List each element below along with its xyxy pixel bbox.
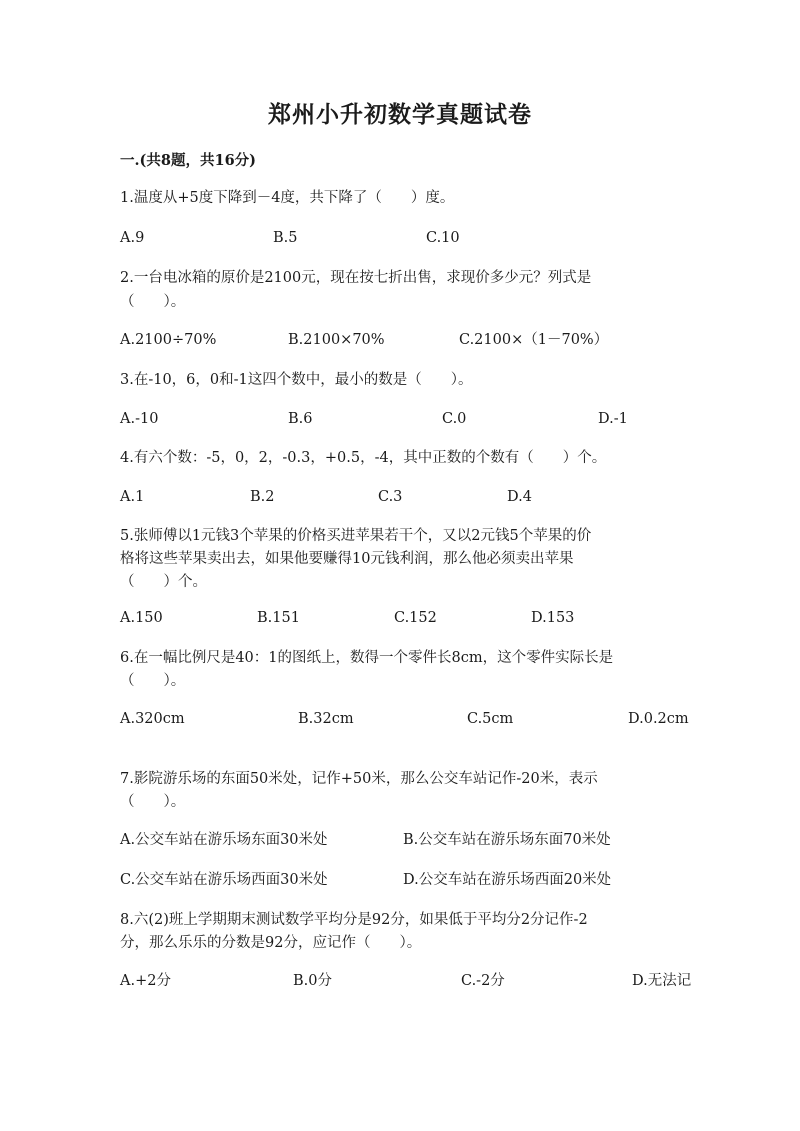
q7-option-b: B.公交车站在游乐场东面70米处	[403, 832, 611, 848]
q5-option-d: D.153	[531, 610, 575, 626]
q3-option-b: B.6	[288, 411, 313, 427]
question-7-line-2: （ ）。	[120, 794, 186, 810]
question-5-line-3: （ ）个。	[120, 574, 207, 590]
q4-option-a: A.1	[120, 489, 145, 505]
q6-option-d: D.0.2cm	[628, 711, 689, 727]
question-5-line-1: 5.张师傅以1元钱3个苹果的价格买进苹果若干个，又以2元钱5个苹果的价	[120, 528, 592, 544]
question-1: 1.温度从+5度下降到－4度，共下降了（ ）度。	[120, 190, 455, 206]
question-5-line-2: 格将这些苹果卖出去，如果他要赚得10元钱利润，那么他必须卖出苹果	[120, 551, 574, 567]
q3-option-d: D.-1	[598, 411, 628, 427]
q3-option-c: C.0	[442, 411, 467, 427]
q2-option-a: A.2100÷70%	[120, 332, 217, 348]
q6-option-a: A.320cm	[120, 711, 185, 727]
q3-option-a: A.-10	[120, 411, 159, 427]
q7-option-d: D.公交车站在游乐场西面20米处	[403, 872, 612, 888]
q1-option-b: B.5	[273, 230, 298, 246]
q4-option-d: D.4	[507, 489, 532, 505]
q6-option-c: C.5cm	[467, 711, 514, 727]
q4-option-b: B.2	[250, 489, 275, 505]
q7-option-c: C.公交车站在游乐场西面30米处	[120, 872, 328, 888]
question-3: 3.在-10，6，0和-1这四个数中，最小的数是（ ）。	[120, 372, 473, 388]
q5-option-b: B.151	[257, 610, 300, 626]
q8-option-a: A.+2分	[120, 973, 171, 989]
question-4: 4.有六个数：-5，0，2，-0.3，+0.5，-4，其中正数的个数有（ ）个。	[120, 450, 607, 466]
q8-option-c: C.-2分	[461, 973, 505, 989]
q8-option-b: B.0分	[293, 973, 332, 989]
section-heading: 一.(共8题，共16分)	[120, 152, 257, 169]
question-8-line-2: 分，那么乐乐的分数是92分，应记作（ ）。	[120, 935, 422, 951]
q2-option-c: C.2100×（1－70%）	[459, 332, 609, 348]
question-6-line-1: 6.在一幅比例尺是40：1的图纸上，数得一个零件长8cm，这个零件实际长是	[120, 650, 614, 666]
question-7-line-1: 7.影院游乐场的东面50米处，记作+50米，那么公交车站记作-20米，表示	[120, 771, 598, 787]
q8-option-d: D.无法记	[632, 973, 692, 989]
question-6-line-2: （ ）。	[120, 673, 186, 689]
q6-option-b: B.32cm	[298, 711, 354, 727]
q7-option-a: A.公交车站在游乐场东面30米处	[120, 832, 328, 848]
q1-option-a: A.9	[120, 230, 145, 246]
q5-option-c: C.152	[394, 610, 437, 626]
q4-option-c: C.3	[378, 489, 403, 505]
page-title: 郑州小升初数学真题试卷	[268, 101, 532, 128]
question-2-line-2: （ ）。	[120, 294, 186, 310]
q1-option-c: C.10	[426, 230, 460, 246]
q5-option-a: A.150	[120, 610, 163, 626]
question-8-line-1: 8.六(2)班上学期期末测试数学平均分是92分，如果低于平均分2分记作-2	[120, 912, 588, 928]
question-2-line-1: 2.一台电冰箱的原价是2100元，现在按七折出售，求现价多少元？列式是	[120, 270, 592, 286]
q2-option-b: B.2100×70%	[288, 332, 385, 348]
